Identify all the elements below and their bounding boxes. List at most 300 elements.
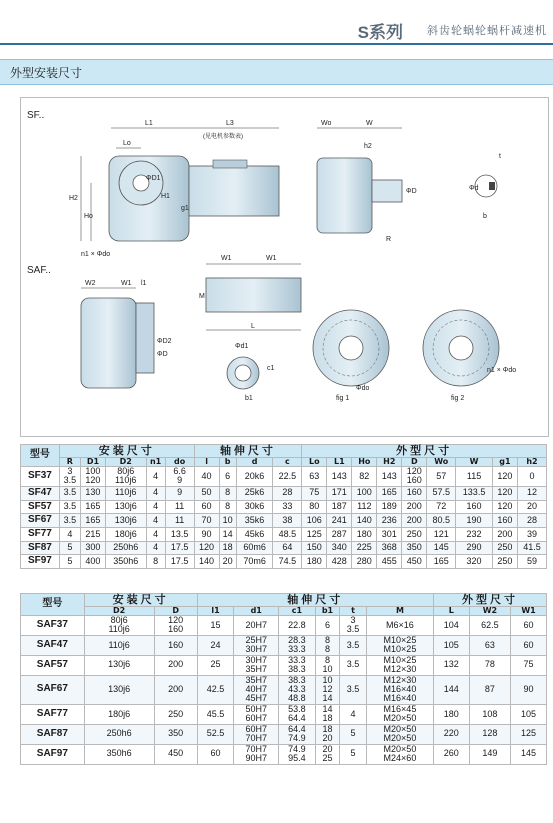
value-cell: 18 20	[315, 724, 339, 744]
value-cell: 140	[352, 514, 377, 528]
column-header: l1	[197, 606, 234, 615]
value-cell: 28	[273, 486, 302, 500]
value-cell: 5	[59, 555, 80, 569]
value-cell: 260	[433, 744, 469, 764]
value-cell: 180	[433, 704, 469, 724]
table-row	[21, 466, 547, 486]
value-cell: 45.5	[197, 704, 234, 724]
value-cell: 28	[517, 514, 546, 528]
value-cell: 350h6	[84, 744, 154, 764]
value-cell: 220	[433, 724, 469, 744]
column-header: t	[340, 606, 367, 615]
value-cell: 301	[377, 527, 402, 541]
value-cell: 189	[377, 500, 402, 514]
value-cell: 144	[433, 675, 469, 704]
dim-t: t	[499, 153, 501, 160]
dim-wo: Wo	[321, 120, 332, 127]
value-cell: 112	[352, 500, 377, 514]
value-cell: 250	[492, 541, 517, 555]
value-cell: 3.5	[59, 500, 80, 514]
value-cell: 287	[327, 527, 352, 541]
table-row	[21, 724, 547, 744]
value-cell: 14 18	[315, 704, 339, 724]
dim-w1b: W1	[266, 255, 277, 262]
value-cell: 200	[154, 655, 197, 675]
saf-front-view	[81, 288, 154, 388]
label-saf: SAF..	[27, 265, 51, 276]
dim-n1do: n1 × Φdo	[81, 251, 111, 258]
value-cell: 5	[59, 541, 80, 555]
value-cell: 60	[197, 744, 234, 764]
value-cell: M10×25 M12×30	[366, 655, 433, 675]
value-cell: 5	[340, 724, 367, 744]
value-cell: 150	[302, 541, 327, 555]
value-cell: 0	[517, 466, 546, 486]
value-cell: 149	[469, 744, 510, 764]
shaft-detail	[227, 357, 259, 389]
group-outline: 外型尺寸	[302, 445, 547, 458]
dim-h2: H2	[69, 195, 78, 202]
column-header: g1	[492, 457, 517, 466]
dim-b1: b1	[245, 395, 253, 402]
value-cell: 82	[352, 466, 377, 486]
value-cell: 39	[517, 527, 546, 541]
value-cell: 13.5	[165, 527, 194, 541]
value-cell: 8	[146, 555, 165, 569]
value-cell: M12×30 M16×40 M16×40	[366, 675, 433, 704]
value-cell: 160	[402, 486, 427, 500]
header-rule	[0, 43, 553, 45]
value-cell: 104	[433, 615, 469, 635]
value-cell: 3 3.5	[59, 466, 80, 486]
value-cell: 28.3 33.3	[279, 635, 316, 655]
value-cell: 62.5	[469, 615, 510, 635]
dim-h1: H1	[161, 193, 170, 200]
motor-note: (见电机参数表)	[203, 134, 243, 140]
value-cell: 17.5	[165, 555, 194, 569]
value-cell: 10 12 14	[315, 675, 339, 704]
value-cell: 35H7 40H7 45H7	[234, 675, 279, 704]
value-cell: 120	[492, 500, 517, 514]
column-header: W2	[469, 606, 510, 615]
value-cell: 6	[315, 615, 339, 635]
value-cell: 250h6	[84, 724, 154, 744]
value-cell: 57.5	[427, 486, 456, 500]
model-cell: SAF67	[21, 675, 85, 704]
series-title: S系列	[357, 23, 403, 42]
value-cell: 105	[433, 635, 469, 655]
value-cell: 80j6 110j6	[84, 615, 154, 635]
value-cell: M20×50 M24×60	[366, 744, 433, 764]
value-cell: 6	[219, 466, 236, 486]
column-header: c	[273, 457, 302, 466]
value-cell: 72	[427, 500, 456, 514]
value-cell: 110j6	[84, 635, 154, 655]
column-header: L	[433, 606, 469, 615]
value-cell: 78	[469, 655, 510, 675]
value-cell: 428	[327, 555, 352, 569]
value-cell: 250h6	[105, 541, 146, 555]
value-cell: 125	[302, 527, 327, 541]
dim-b: b	[483, 213, 487, 220]
value-cell: 236	[377, 514, 402, 528]
section-band	[0, 59, 553, 85]
value-cell: 22.8	[279, 615, 316, 635]
value-cell: 143	[327, 466, 352, 486]
value-cell: 110j6	[105, 486, 146, 500]
model-cell: SF97	[21, 555, 60, 569]
value-cell: M20×50 M20×50	[366, 724, 433, 744]
column-header: h2	[517, 457, 546, 466]
column-header: W	[456, 457, 493, 466]
value-cell: 4	[146, 527, 165, 541]
dim-w1c: W1	[121, 280, 132, 287]
value-cell: 350	[402, 541, 427, 555]
value-cell: 280	[352, 555, 377, 569]
technical-drawing	[20, 97, 549, 437]
column-header: d	[236, 457, 273, 466]
column-header: D2	[105, 457, 146, 466]
value-cell: 100	[352, 486, 377, 500]
value-cell: 180j6	[84, 704, 154, 724]
value-cell: 368	[377, 541, 402, 555]
fig1-label: fig 1	[336, 395, 350, 402]
value-cell: 180j6	[105, 527, 146, 541]
value-cell: 22.5	[273, 466, 302, 486]
value-cell: 165	[80, 500, 105, 514]
column-header: D2	[84, 606, 154, 615]
value-cell: 17.5	[165, 541, 194, 555]
value-cell: 64	[273, 541, 302, 555]
value-cell: 60	[511, 615, 547, 635]
model-cell: SF77	[21, 527, 60, 541]
value-cell: 3.5	[340, 635, 367, 655]
label-sf: SF..	[27, 110, 45, 121]
dim-d: ΦD	[406, 188, 417, 195]
value-cell: 4	[59, 527, 80, 541]
value-cell: 250	[492, 555, 517, 569]
value-cell: 60H7 70H7	[234, 724, 279, 744]
value-cell: 3.5	[340, 655, 367, 675]
value-cell: 75	[511, 655, 547, 675]
value-cell: 4	[146, 486, 165, 500]
value-cell: 160	[154, 635, 197, 655]
value-cell: 41.5	[517, 541, 546, 555]
dim-w: W	[366, 120, 373, 127]
group-outline: 外型尺寸	[433, 594, 546, 607]
value-cell: 165	[427, 555, 456, 569]
column-header: D	[402, 457, 427, 466]
value-cell: 12	[517, 486, 546, 500]
value-cell: 3.5	[59, 514, 80, 528]
value-cell: 200	[402, 514, 427, 528]
section-title: 外型安装尺寸	[10, 66, 83, 80]
value-cell: 120 160	[402, 466, 427, 486]
value-cell: 400	[80, 555, 105, 569]
value-cell: 130j6	[84, 675, 154, 704]
value-cell: 20	[219, 555, 236, 569]
value-cell: 3.5	[340, 675, 367, 704]
value-cell: 100 120	[80, 466, 105, 486]
column-header: b	[219, 457, 236, 466]
dim-r: R	[386, 236, 392, 243]
column-header: R	[59, 457, 80, 466]
column-header: n1	[146, 457, 165, 466]
model-cell: SAF57	[21, 655, 85, 675]
dim-ho: Ho	[84, 213, 93, 220]
column-header: H2	[377, 457, 402, 466]
value-cell: 52.5	[197, 724, 234, 744]
dim-c1: c1	[267, 365, 275, 372]
value-cell: 6.6 9	[165, 466, 194, 486]
value-cell: 8 10	[315, 655, 339, 675]
model-cell: SF47	[21, 486, 60, 500]
column-header: do	[165, 457, 194, 466]
model-cell: SAF47	[21, 635, 85, 655]
model-header: 型号	[21, 445, 60, 467]
value-cell: 350h6	[105, 555, 146, 569]
value-cell: 145	[511, 744, 547, 764]
dim-l1: L1	[145, 120, 153, 127]
table-row	[21, 486, 547, 500]
value-cell: 48.5	[273, 527, 302, 541]
value-cell: 24	[197, 635, 234, 655]
value-cell: 290	[456, 541, 493, 555]
value-cell: 200	[402, 500, 427, 514]
column-header: L1	[327, 457, 352, 466]
value-cell: 74.5	[273, 555, 302, 569]
value-cell: 80j6 110j6	[105, 466, 146, 486]
dim-lo: Lo	[123, 140, 131, 147]
value-cell: 120 160	[154, 615, 197, 635]
value-cell: 450	[154, 744, 197, 764]
dim-w1a: W1	[221, 255, 232, 262]
value-cell: 241	[327, 514, 352, 528]
saf-dimension-table	[20, 593, 547, 765]
table-row	[21, 527, 547, 541]
sf-side-view	[317, 128, 497, 233]
value-cell: 20	[517, 500, 546, 514]
value-cell: M10×25 M10×25	[366, 635, 433, 655]
value-cell: 4	[340, 704, 367, 724]
value-cell: 60	[194, 500, 219, 514]
table-row	[21, 744, 547, 764]
page-header	[0, 0, 553, 46]
value-cell: 350	[154, 724, 197, 744]
value-cell: 9	[165, 486, 194, 500]
dim-l1-small: l1	[141, 280, 147, 287]
value-cell: 63	[302, 466, 327, 486]
value-cell: 140	[194, 555, 219, 569]
fig1-flange	[313, 310, 389, 386]
group-install: 安装尺寸	[84, 594, 197, 607]
value-cell: 57	[427, 466, 456, 486]
dim-l3: L3	[226, 120, 234, 127]
value-cell: 25H7 30H7	[234, 635, 279, 655]
value-cell: 90	[194, 527, 219, 541]
column-header: l	[194, 457, 219, 466]
value-cell: 145	[427, 541, 456, 555]
model-header: 型号	[21, 594, 85, 616]
dim-n1do-fig2: n1 × Φdo	[487, 367, 517, 374]
fig2-label: fig 2	[451, 395, 465, 402]
model-cell: SF67	[21, 514, 60, 528]
value-cell: 70m6	[236, 555, 273, 569]
value-cell: 40	[194, 466, 219, 486]
value-cell: 200	[492, 527, 517, 541]
column-header: Ho	[352, 457, 377, 466]
dim-m: M	[199, 293, 205, 300]
value-cell: 20 25	[315, 744, 339, 764]
table-row	[21, 555, 547, 569]
value-cell: 106	[302, 514, 327, 528]
dim-do-fig1: Φdo	[356, 385, 370, 392]
sf-dimension-table	[20, 444, 547, 569]
column-header: M	[366, 606, 433, 615]
value-cell: 60	[511, 635, 547, 655]
value-cell: 5	[340, 744, 367, 764]
value-cell: 8 8	[315, 635, 339, 655]
dim-dd2: ΦD	[157, 351, 168, 358]
value-cell: 4	[146, 514, 165, 528]
value-cell: 180	[352, 527, 377, 541]
value-cell: 130j6	[105, 514, 146, 528]
value-cell: M16×45 M20×50	[366, 704, 433, 724]
value-cell: 450	[402, 555, 427, 569]
value-cell: 80.5	[427, 514, 456, 528]
value-cell: 50H7 60H7	[234, 704, 279, 724]
value-cell: 33.3 38.3	[279, 655, 316, 675]
value-cell: 3.5	[59, 486, 80, 500]
value-cell: 53.8 64.4	[279, 704, 316, 724]
value-cell: 160	[456, 500, 493, 514]
value-cell: 128	[469, 724, 510, 744]
model-cell: SF87	[21, 541, 60, 555]
value-cell: 4	[146, 541, 165, 555]
column-header: c1	[279, 606, 316, 615]
value-cell: 35k6	[236, 514, 273, 528]
table-row	[21, 704, 547, 724]
value-cell: 132	[433, 655, 469, 675]
value-cell: 300	[80, 541, 105, 555]
value-cell: 59	[517, 555, 546, 569]
value-cell: 120	[492, 486, 517, 500]
model-cell: SF37	[21, 466, 60, 486]
value-cell: 120	[492, 466, 517, 486]
value-cell: 70H7 90H7	[234, 744, 279, 764]
column-header: Lo	[302, 457, 327, 466]
value-cell: 340	[327, 541, 352, 555]
value-cell: 232	[456, 527, 493, 541]
value-cell: 42.5	[197, 675, 234, 704]
value-cell: 64.4 74.9	[279, 724, 316, 744]
value-cell: 18	[219, 541, 236, 555]
table-row	[21, 675, 547, 704]
table-row	[21, 655, 547, 675]
value-cell: 11	[165, 514, 194, 528]
table-row	[21, 615, 547, 635]
value-cell: 90	[511, 675, 547, 704]
column-header: D1	[80, 457, 105, 466]
table-row	[21, 635, 547, 655]
column-header: b1	[315, 606, 339, 615]
value-cell: 130j6	[105, 500, 146, 514]
value-cell: 45k6	[236, 527, 273, 541]
model-cell: SAF77	[21, 704, 85, 724]
value-cell: 125	[511, 724, 547, 744]
value-cell: 25	[197, 655, 234, 675]
value-cell: 15	[197, 615, 234, 635]
value-cell: 30H7 35H7	[234, 655, 279, 675]
value-cell: 25k6	[236, 486, 273, 500]
fig2-flange	[423, 310, 499, 386]
value-cell: 120	[194, 541, 219, 555]
value-cell: 10	[219, 514, 236, 528]
model-cell: SAF97	[21, 744, 85, 764]
value-cell: 320	[456, 555, 493, 569]
value-cell: 250	[402, 527, 427, 541]
value-cell: 8	[219, 486, 236, 500]
value-cell: 3 3.5	[340, 615, 367, 635]
dim-w2: W2	[85, 280, 96, 287]
value-cell: M6×16	[366, 615, 433, 635]
value-cell: 455	[377, 555, 402, 569]
group-shaft: 轴伸尺寸	[197, 594, 433, 607]
value-cell: 60m6	[236, 541, 273, 555]
value-cell: 115	[456, 466, 493, 486]
column-header: Wo	[427, 457, 456, 466]
dim-d1-shaft: Φd1	[235, 343, 249, 350]
value-cell: 165	[377, 486, 402, 500]
value-cell: 187	[327, 500, 352, 514]
table-row	[21, 541, 547, 555]
value-cell: 4	[146, 500, 165, 514]
value-cell: 143	[377, 466, 402, 486]
model-cell: SF57	[21, 500, 60, 514]
column-header: D	[154, 606, 197, 615]
value-cell: 33	[273, 500, 302, 514]
group-install: 安装尺寸	[59, 445, 194, 458]
value-cell: 74.9 95.4	[279, 744, 316, 764]
dim-g1: g1	[181, 205, 189, 212]
series-subtitle: 斜齿轮蜗轮蜗杆减速机	[427, 24, 547, 37]
value-cell: 190	[456, 514, 493, 528]
value-cell: 215	[80, 527, 105, 541]
sf-front-view	[81, 128, 279, 241]
value-cell: 38	[273, 514, 302, 528]
value-cell: 14	[219, 527, 236, 541]
column-header: W1	[511, 606, 547, 615]
value-cell: 75	[302, 486, 327, 500]
drawing-svg	[21, 98, 548, 436]
value-cell: 105	[511, 704, 547, 724]
value-cell: 121	[427, 527, 456, 541]
value-cell: 8	[219, 500, 236, 514]
value-cell: 63	[469, 635, 510, 655]
value-cell: 160	[492, 514, 517, 528]
value-cell: 4	[146, 466, 165, 486]
value-cell: 180	[302, 555, 327, 569]
value-cell: 165	[80, 514, 105, 528]
dim-h2-small: h2	[364, 143, 372, 150]
column-header: d1	[234, 606, 279, 615]
table-row	[21, 514, 547, 528]
value-cell: 70	[194, 514, 219, 528]
value-cell: 250	[154, 704, 197, 724]
dim-dd: Φd	[469, 185, 479, 192]
value-cell: 11	[165, 500, 194, 514]
value-cell: 30k6	[236, 500, 273, 514]
